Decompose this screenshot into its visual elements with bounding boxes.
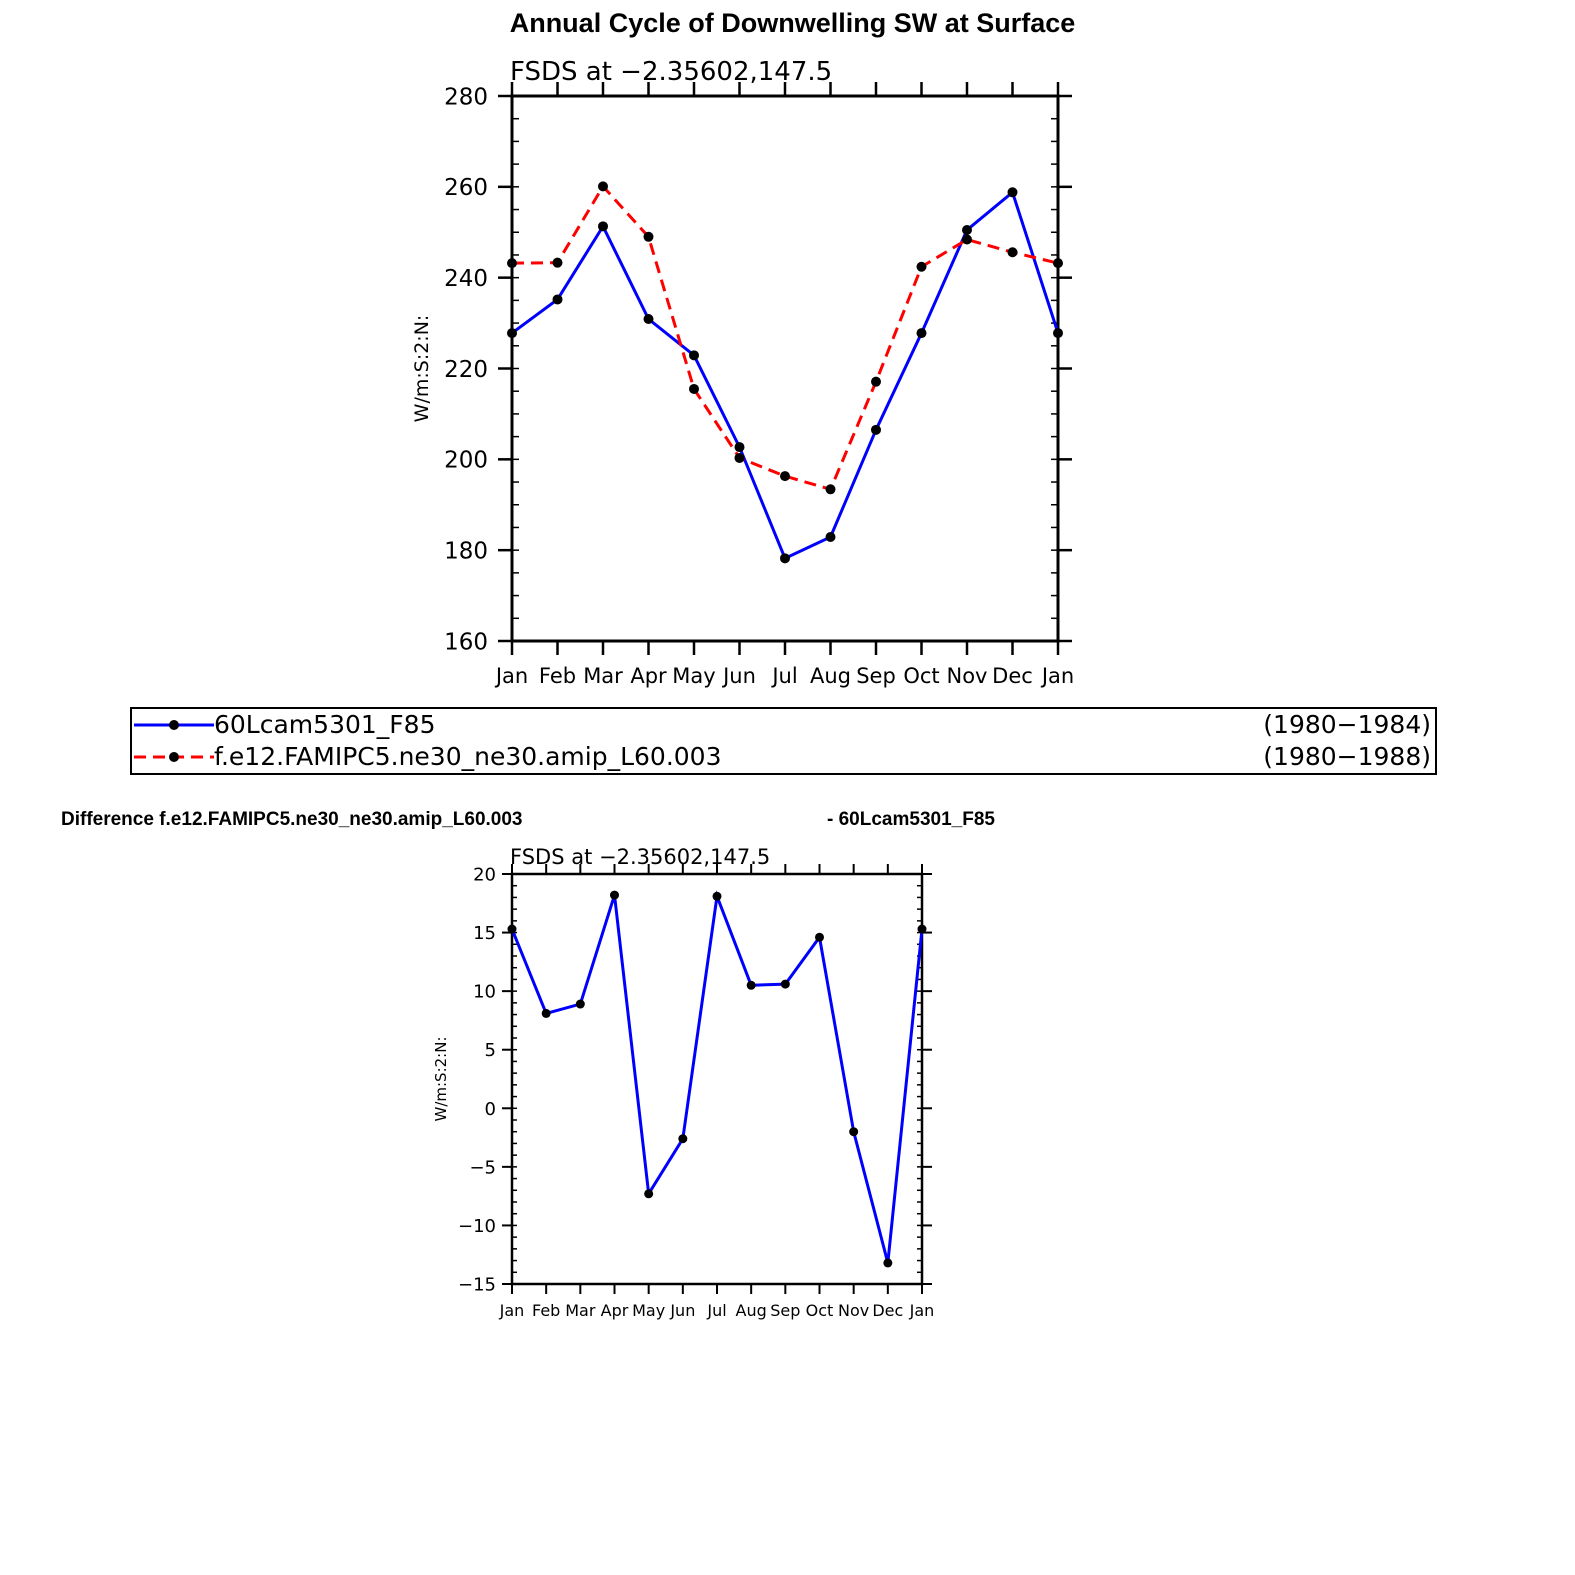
x-tick-label: Sep — [770, 1301, 801, 1320]
x-tick-label: Jan — [909, 1301, 935, 1320]
y-tick-label: 5 — [484, 1040, 496, 1062]
x-tick-label: Jan — [495, 664, 529, 688]
data-point-0 — [678, 1134, 687, 1143]
y-tick-label: 240 — [444, 265, 488, 292]
data-point-0 — [576, 1000, 585, 1009]
data-point-0 — [849, 1127, 858, 1136]
y-tick-label: 160 — [444, 629, 488, 656]
y-axis-label: W/m:S:2:N: — [411, 314, 433, 423]
x-tick-label: Apr — [630, 664, 667, 688]
x-tick-label: Oct — [805, 1301, 834, 1320]
x-tick-label: Dec — [872, 1301, 904, 1320]
main-title: Annual Cycle of Downwelling SW at Surface — [509, 8, 1076, 38]
y-tick-label: −5 — [469, 1157, 496, 1179]
x-tick-label: Jul — [772, 664, 798, 688]
x-tick-label: Jul — [707, 1301, 727, 1320]
y-tick-label: 10 — [473, 981, 496, 1003]
y-tick-label: 200 — [444, 447, 488, 474]
x-tick-label: Sep — [856, 664, 896, 688]
y-tick-label: 15 — [473, 923, 496, 945]
x-tick-label: Jan — [1041, 664, 1075, 688]
data-point-0 — [815, 933, 824, 942]
y-tick-label: 0 — [484, 1098, 496, 1120]
data-point-0 — [542, 1009, 551, 1018]
x-tick-label: Jan — [499, 1301, 525, 1320]
data-point-0 — [713, 892, 722, 901]
data-point-0 — [918, 925, 927, 934]
y-tick-label: 220 — [444, 356, 488, 383]
diff-title-left: Difference f.e12.FAMIPC5.ne30_ne30.amip_L60.003 — [61, 809, 523, 830]
data-point-0 — [508, 925, 517, 934]
y-tick-label: 20 — [473, 864, 496, 886]
x-tick-label: Mar — [565, 1301, 596, 1320]
x-tick-label: Feb — [532, 1301, 561, 1320]
series-line-0 — [512, 895, 922, 1263]
x-tick-label: Dec — [992, 664, 1033, 688]
x-tick-label: Aug — [809, 664, 852, 688]
y-axis-label: W/m:S:2:N: — [432, 1036, 450, 1122]
x-tick-label: Nov — [838, 1301, 870, 1320]
plot-frame — [512, 874, 922, 1284]
data-point-0 — [747, 981, 756, 990]
data-point-0 — [610, 891, 619, 900]
x-tick-label: Feb — [538, 664, 577, 688]
data-point-0 — [883, 1258, 892, 1267]
x-tick-label: Mar — [583, 664, 623, 688]
diff-title-right: - 60Lcam5301_F85 — [827, 809, 995, 830]
x-tick-label: Oct — [903, 664, 940, 688]
x-tick-label: May — [632, 1301, 666, 1320]
y-tick-label: 280 — [444, 84, 488, 111]
data-point-0 — [781, 980, 790, 989]
x-tick-label: Nov — [946, 664, 988, 688]
legend-years-famipc5: (1980−1988) — [1263, 742, 1431, 771]
y-tick-label: −15 — [458, 1274, 496, 1296]
legend-label-cam5301: 60Lcam5301_F85 — [214, 710, 436, 739]
x-tick-label: May — [672, 664, 716, 688]
x-tick-label: Jun — [670, 1301, 696, 1320]
plot-subtitle: FSDS at −2.35602,147.5 — [510, 57, 833, 87]
data-point-0 — [644, 1189, 653, 1198]
legend-years-cam5301: (1980−1984) — [1263, 710, 1431, 739]
legend-label-famipc5: f.e12.FAMIPC5.ne30_ne30.amip_L60.003 — [214, 742, 722, 771]
x-tick-label: Jun — [723, 664, 756, 688]
y-tick-label: −10 — [458, 1215, 496, 1237]
y-tick-label: 180 — [444, 538, 488, 565]
y-tick-label: 260 — [444, 175, 488, 202]
plot-subtitle: FSDS at −2.35602,147.5 — [510, 845, 771, 869]
x-tick-label: Apr — [600, 1301, 629, 1320]
x-tick-label: Aug — [735, 1301, 767, 1320]
